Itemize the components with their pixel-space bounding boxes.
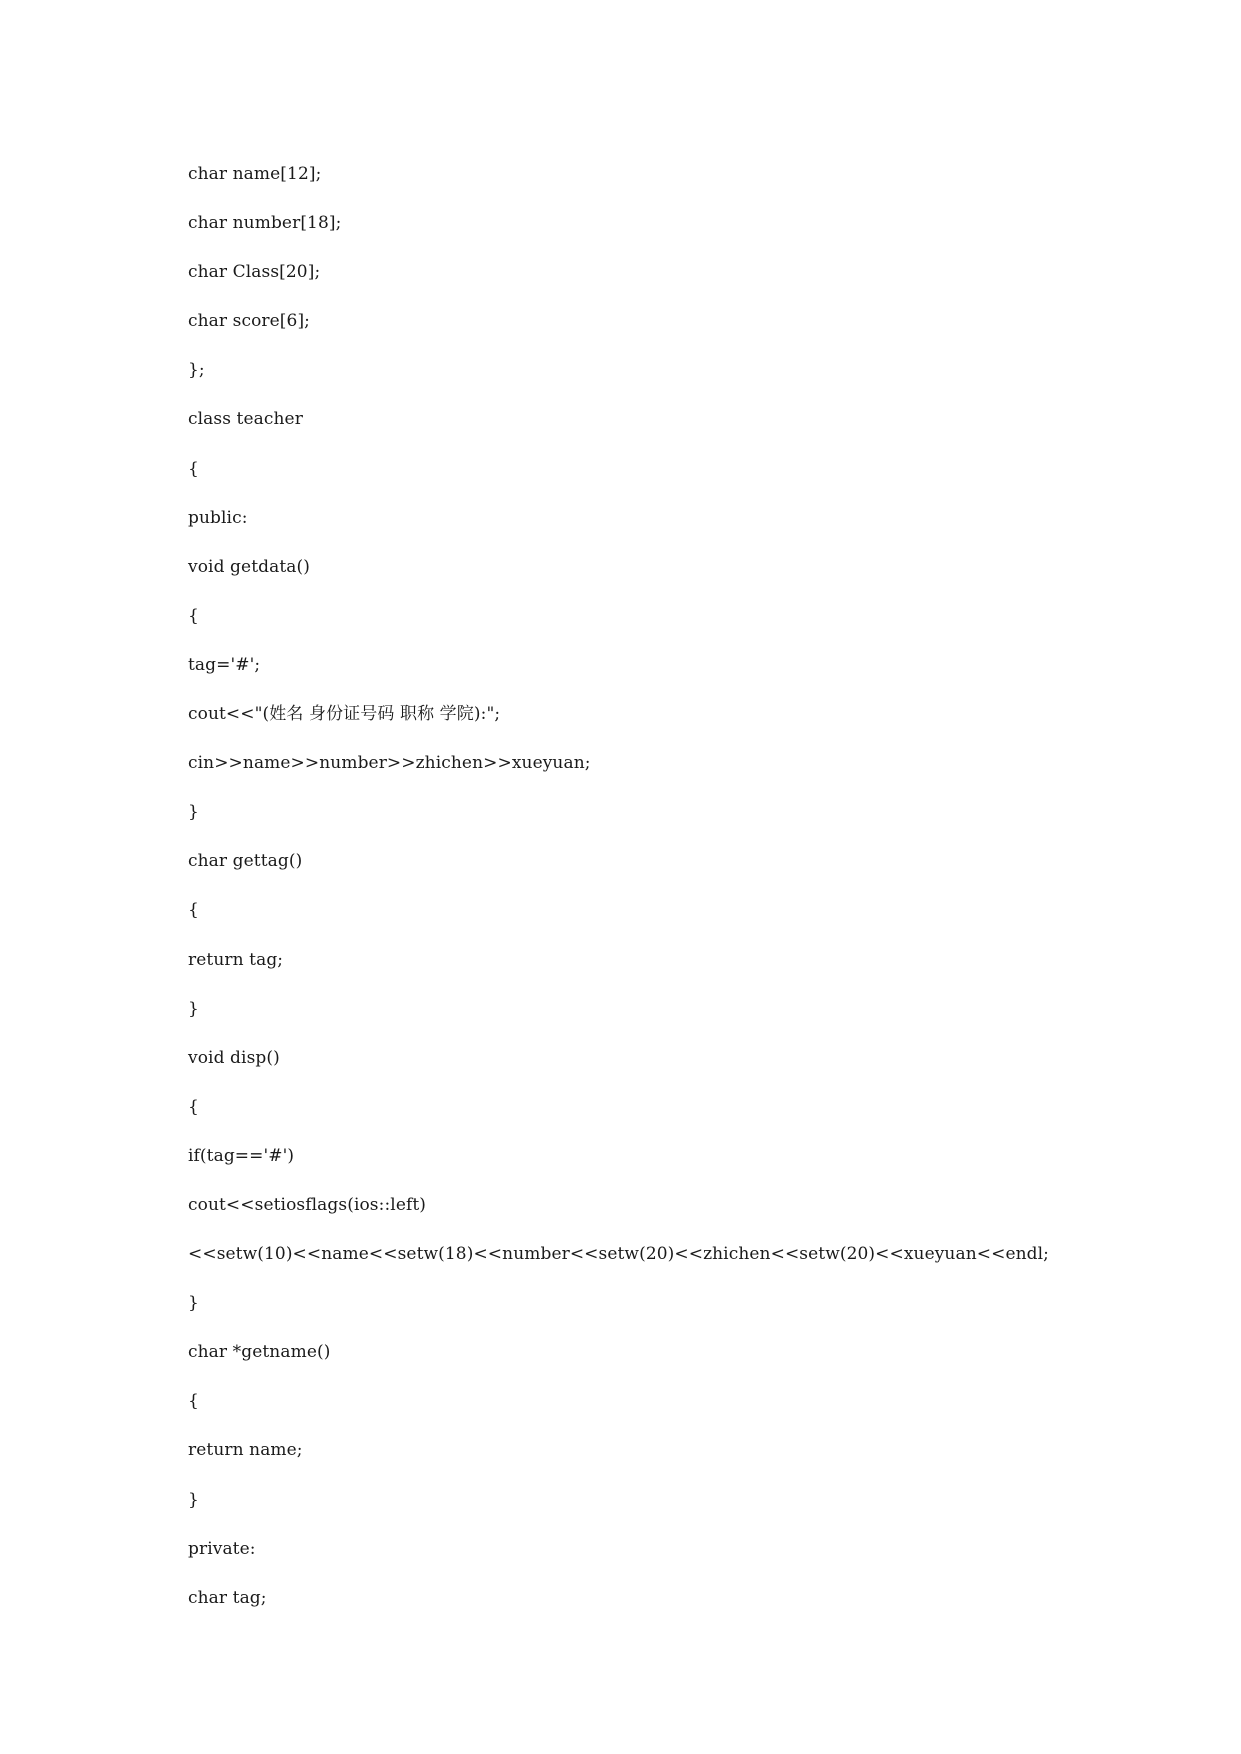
code-line: cin>>name>>number>>zhichen>>xueyuan; <box>188 753 591 774</box>
code-line: { <box>188 1391 199 1412</box>
code-line: cout<<"(姓名 身份证号码 职称 学院):"; <box>188 704 501 725</box>
code-line: } <box>188 1489 199 1510</box>
code-line: tag='#'; <box>188 654 261 675</box>
code-line: { <box>188 458 199 479</box>
code-line: void getdata() <box>188 556 310 577</box>
code-line: { <box>188 605 199 626</box>
code-line: char tag; <box>188 1587 267 1608</box>
code-line: } <box>188 998 199 1019</box>
code-line: return tag; <box>188 949 284 970</box>
code-line: if(tag=='#') <box>188 1145 295 1166</box>
code-line: } <box>188 1293 199 1314</box>
code-line: char name[12]; <box>188 164 322 184</box>
code-line: } <box>188 802 199 823</box>
code-line: }; <box>188 360 205 381</box>
code-line: char *getname() <box>188 1342 331 1363</box>
code-line: { <box>188 1096 199 1117</box>
code-line: char gettag() <box>188 851 303 872</box>
code-line: void disp() <box>188 1047 280 1068</box>
code-line: char number[18]; <box>188 213 342 234</box>
code-line: public: <box>188 507 248 528</box>
code-line: return name; <box>188 1440 303 1461</box>
code-line: private: <box>188 1538 256 1559</box>
code-line: class teacher <box>188 409 303 430</box>
code-line: cout<<setiosflags(ios::left) <box>188 1194 427 1215</box>
code-line: { <box>188 900 199 921</box>
code-line: char score[6]; <box>188 311 311 332</box>
code-line: char Class[20]; <box>188 262 321 283</box>
code-line: <<setw(10)<<name<<setw(18)<<number<<setw(20)<<zhichen<<setw(20)<<xueyuan<<endl; <box>188 1244 1050 1265</box>
code-listing <box>188 160 1049 1633</box>
